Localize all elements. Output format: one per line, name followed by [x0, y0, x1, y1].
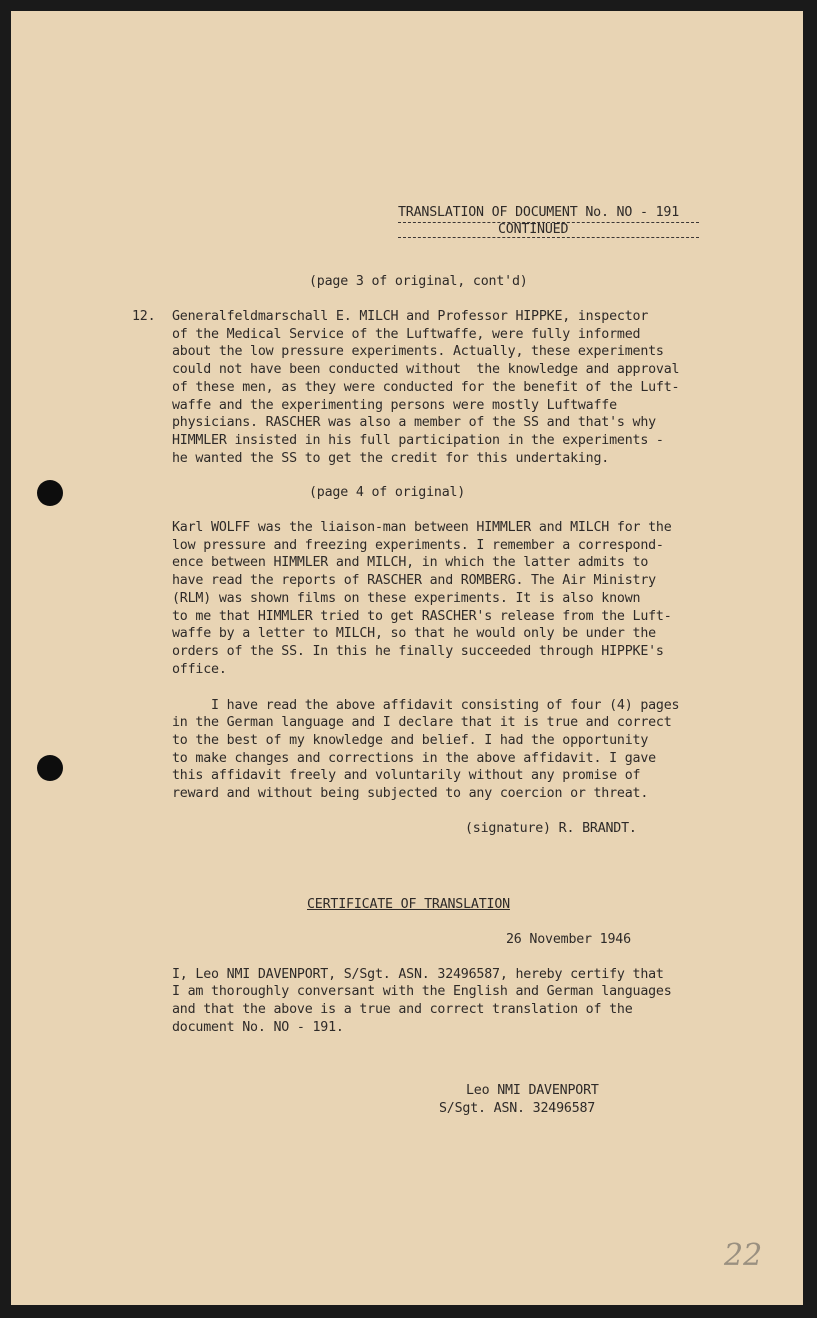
para3-line: to the best of my knowledge and belief. I had the opportunity — [172, 733, 649, 748]
para3-line: to make changes and corrections in the above affidavit. I gave — [172, 751, 656, 766]
punch-hole-bottom — [37, 755, 63, 781]
para1-line: could not have been conducted without the knowledge and approval — [172, 362, 680, 377]
para1-line: physicians. RASCHER was also a member of the SS and that's why — [172, 415, 656, 430]
affiant-signature: (signature) R. BRANDT. — [465, 821, 637, 836]
para4-line: I, Leo NMI DAVENPORT, S/Sgt. ASN. 32496587, hereby certify that — [172, 967, 664, 982]
document-page — [11, 11, 803, 1305]
para1-line: waffe and the experimenting persons were mostly Luftwaffe — [172, 398, 617, 413]
para2-line: to me that HIMMLER tried to get RASCHER's release from the Luft- — [172, 609, 672, 624]
para2-line: orders of the SS. In this he finally succeeded through HIPPKE's — [172, 644, 664, 659]
translator-name: Leo NMI DAVENPORT — [466, 1083, 599, 1098]
certificate-title: CERTIFICATE OF TRANSLATION — [307, 897, 510, 912]
para2-line: ence between HIMMLER and MILCH, in which the latter admits to — [172, 555, 649, 570]
para2-line: office. — [172, 662, 227, 677]
para1-line: HIMMLER insisted in his full participation in the experiments - — [172, 433, 664, 448]
para1-line: of these men, as they were conducted for the benefit of the Luft- — [172, 380, 680, 395]
para2-line: (RLM) was shown films on these experiments. It is also known — [172, 591, 641, 606]
para3-line: reward and without being subjected to any coercion or threat. — [172, 786, 649, 801]
para3-line: this affidavit freely and voluntarily without any promise of — [172, 768, 641, 783]
page4-note: (page 4 of original) — [309, 485, 466, 500]
para2-line: have read the reports of RASCHER and ROMBERG. The Air Ministry — [172, 573, 656, 588]
para1-line: he wanted the SS to get the credit for this undertaking. — [172, 451, 610, 466]
translator-rank: S/Sgt. ASN. 32496587 — [439, 1101, 596, 1116]
para1-line: about the low pressure experiments. Actually, these experiments — [172, 344, 664, 359]
header-title: TRANSLATION OF DOCUMENT No. NO - 191 — [398, 205, 679, 220]
para2-line: low pressure and freezing experiments. I remember a correspond- — [172, 538, 664, 553]
page3-note: (page 3 of original, cont'd) — [309, 274, 528, 289]
header-continued: CONTINUED — [498, 222, 569, 237]
para4-line: and that the above is a true and correct translation of the — [172, 1002, 633, 1017]
para1-line: Generalfeldmarschall E. MILCH and Professor HIPPKE, inspector — [172, 309, 649, 324]
para4-line: document No. NO - 191. — [172, 1020, 344, 1035]
para1-line: of the Medical Service of the Luftwaffe, were fully informed — [172, 327, 641, 342]
para4-line: I am thoroughly conversant with the English and German languages — [172, 984, 672, 999]
item-number: 12. — [132, 309, 156, 324]
para3-line: in the German language and I declare that it is true and correct — [172, 715, 672, 730]
para2-line: Karl WOLFF was the liaison-man between HIMMLER and MILCH for the — [172, 520, 672, 535]
para2-line: waffe by a letter to MILCH, so that he would only be under the — [172, 626, 656, 641]
header-rule-bottom — [398, 237, 699, 238]
certificate-date: 26 November 1946 — [506, 932, 631, 947]
handwritten-page-number: 22 — [724, 1238, 763, 1273]
punch-hole-top — [37, 480, 63, 506]
para3-line: I have read the above affidavit consisting of four (4) pages — [172, 698, 680, 713]
